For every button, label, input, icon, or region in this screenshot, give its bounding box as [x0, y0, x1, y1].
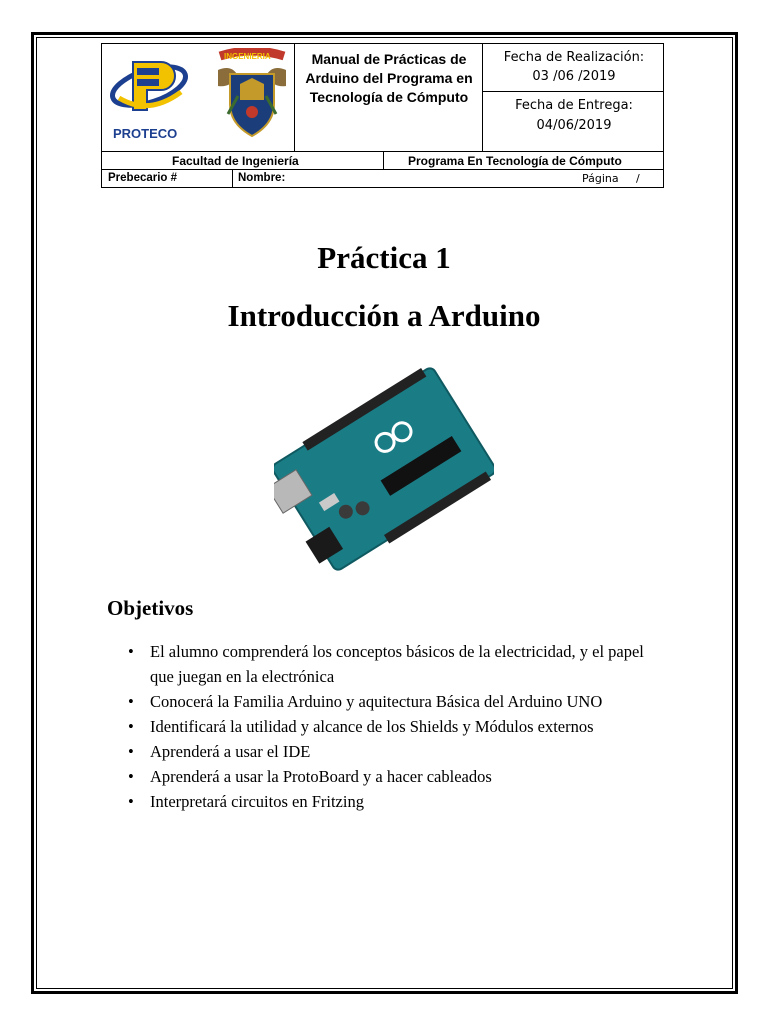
nombre-label: Nombre:	[238, 172, 286, 184]
dates-divider	[483, 91, 663, 92]
list-item: • Identificará la utilidad y alcance de los Shields y Módulos externos	[128, 714, 668, 739]
header-row-faculty	[101, 151, 664, 170]
pagina-separator: /	[636, 172, 640, 185]
row-divider	[383, 152, 384, 169]
fecha-entrega-label: Fecha de Entrega:	[515, 98, 633, 113]
fecha-entrega-value: 04/06/2019	[536, 118, 612, 133]
logo-cell	[101, 43, 295, 152]
facultad-text: Facultad de Ingeniería	[172, 154, 299, 168]
manual-title: Manual de Prácticas de Arduino del Programa en Tecnología de Cómputo	[305, 51, 473, 105]
unam-ingenieria-crest-icon	[212, 48, 292, 144]
fecha-realizacion-value: 03 /06 /2019	[532, 69, 616, 84]
proteco-logo-icon	[107, 52, 195, 144]
list-item: • Aprenderá a usar la ProtoBoard y a hacer cableados	[128, 764, 668, 789]
row-divider	[232, 170, 233, 187]
header-row-student	[101, 169, 664, 188]
prebecario-label: Prebecario #	[108, 172, 178, 184]
fecha-realizacion-label: Fecha de Realización:	[503, 50, 645, 65]
crest-banner-text: INGENIERIA	[224, 52, 271, 61]
document-header	[101, 43, 664, 190]
proteco-logo-text: PROTECO	[113, 126, 178, 141]
programa-text: Programa En Tecnología de Cómputo	[408, 154, 622, 168]
manual-title-cell	[294, 43, 483, 152]
objectives-heading: Objetivos	[107, 596, 194, 620]
list-item: • Aprenderá a usar el IDE	[128, 739, 668, 764]
list-item: • Conocerá la Familia Arduino y aquitectura Básica del Arduino UNO	[128, 689, 668, 714]
practice-subtitle: Introducción a Arduino	[227, 298, 541, 333]
arduino-uno-board-icon	[274, 357, 494, 577]
list-item: • Interpretará circuitos en Fritzing	[128, 789, 668, 814]
practice-title: Práctica 1	[317, 240, 451, 275]
dates-cell	[482, 43, 664, 152]
objectives-list	[128, 639, 668, 814]
pagina-label: Página	[582, 172, 619, 185]
list-item: • El alumno comprenderá los conceptos básicos de la electricidad, y el papel que juegan en la electrónica	[128, 639, 668, 689]
